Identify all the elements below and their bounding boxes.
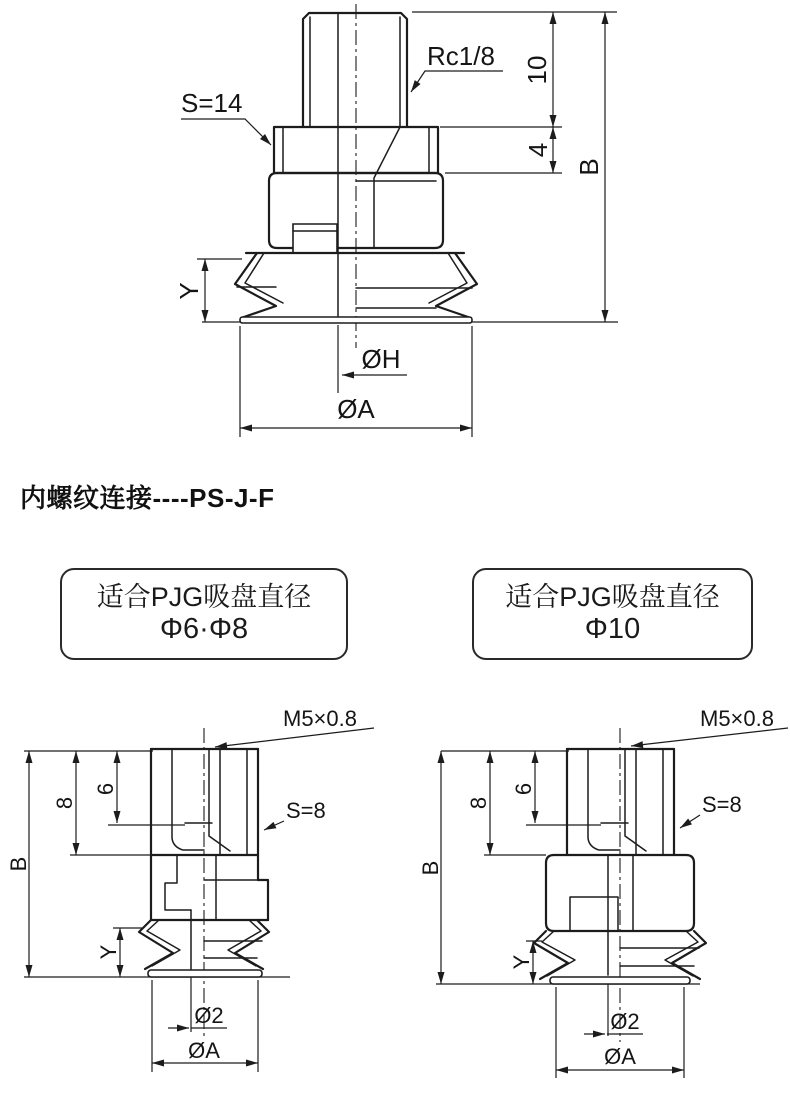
- br-label-dim-A: ØA: [604, 1044, 636, 1069]
- figure-top-drawing: [0, 0, 790, 465]
- leader-thread-spec: [411, 71, 503, 92]
- label-dim-H: ØH: [361, 344, 401, 374]
- label-dim-4: 4: [523, 142, 553, 158]
- bl-label-dim-B: B: [6, 856, 31, 872]
- label-wrench-size: S=14: [181, 88, 243, 118]
- callout-cup-diameter-small: [60, 568, 348, 660]
- bl-baseline: [24, 970, 290, 1032]
- br-leader-wrench-size: [680, 815, 700, 828]
- callout-cup-diameter-large: [472, 568, 753, 660]
- br-label-wrench-size: S=8: [702, 792, 742, 817]
- section-title: 内螺纹连接----PS-J-F: [20, 483, 275, 513]
- br-baseline: [436, 977, 700, 1036]
- bl-dimensions: [6, 706, 374, 1072]
- bl-label-dim-8: 8: [52, 796, 77, 810]
- br-label-dim-2: Ø2: [610, 1009, 640, 1034]
- br-cup-lip: [550, 977, 690, 984]
- figure-bottom-left-drawing: [0, 690, 400, 1117]
- figure-bottom-right-drawing: [390, 690, 790, 1117]
- top-dimensions: [174, 12, 617, 437]
- bl-label-dim-2: Ø2: [194, 1003, 224, 1028]
- label-dim-Y: Y: [174, 282, 204, 300]
- br-label-dim-8: 8: [466, 796, 491, 810]
- br-dimensions: [418, 706, 788, 1078]
- cup-lip: [240, 317, 472, 323]
- br-label-dim-Y: Y: [509, 954, 534, 970]
- top-baseline: [202, 317, 618, 323]
- br-label-dim-6: 6: [511, 782, 536, 796]
- bl-cup-lip: [148, 970, 262, 977]
- bl-label-thread-spec: M5×0.8: [283, 706, 357, 731]
- bl-label-wrench-size: S=8: [286, 798, 326, 823]
- label-thread-spec: Rc1/8: [427, 41, 495, 71]
- bl-label-dim-A: ØA: [188, 1038, 220, 1063]
- label-dim-B: B: [574, 158, 604, 176]
- callout-right-line1: 适合PJG吸盘直径: [505, 582, 720, 612]
- callout-right-line2: Φ10: [584, 613, 641, 645]
- br-label-thread-spec: M5×0.8: [700, 706, 774, 731]
- callout-left-line2: Φ6·Φ8: [159, 613, 249, 645]
- callout-left-line1: 适合PJG吸盘直径: [96, 582, 312, 612]
- label-dim-A: ØA: [337, 394, 375, 424]
- br-label-dim-B: B: [418, 860, 443, 876]
- leader-wrench-size: [181, 119, 271, 145]
- bl-leader-wrench-size: [264, 821, 284, 830]
- label-dim-10: 10: [522, 55, 552, 85]
- bl-label-dim-Y: Y: [96, 944, 121, 960]
- bl-label-dim-6: 6: [93, 782, 118, 796]
